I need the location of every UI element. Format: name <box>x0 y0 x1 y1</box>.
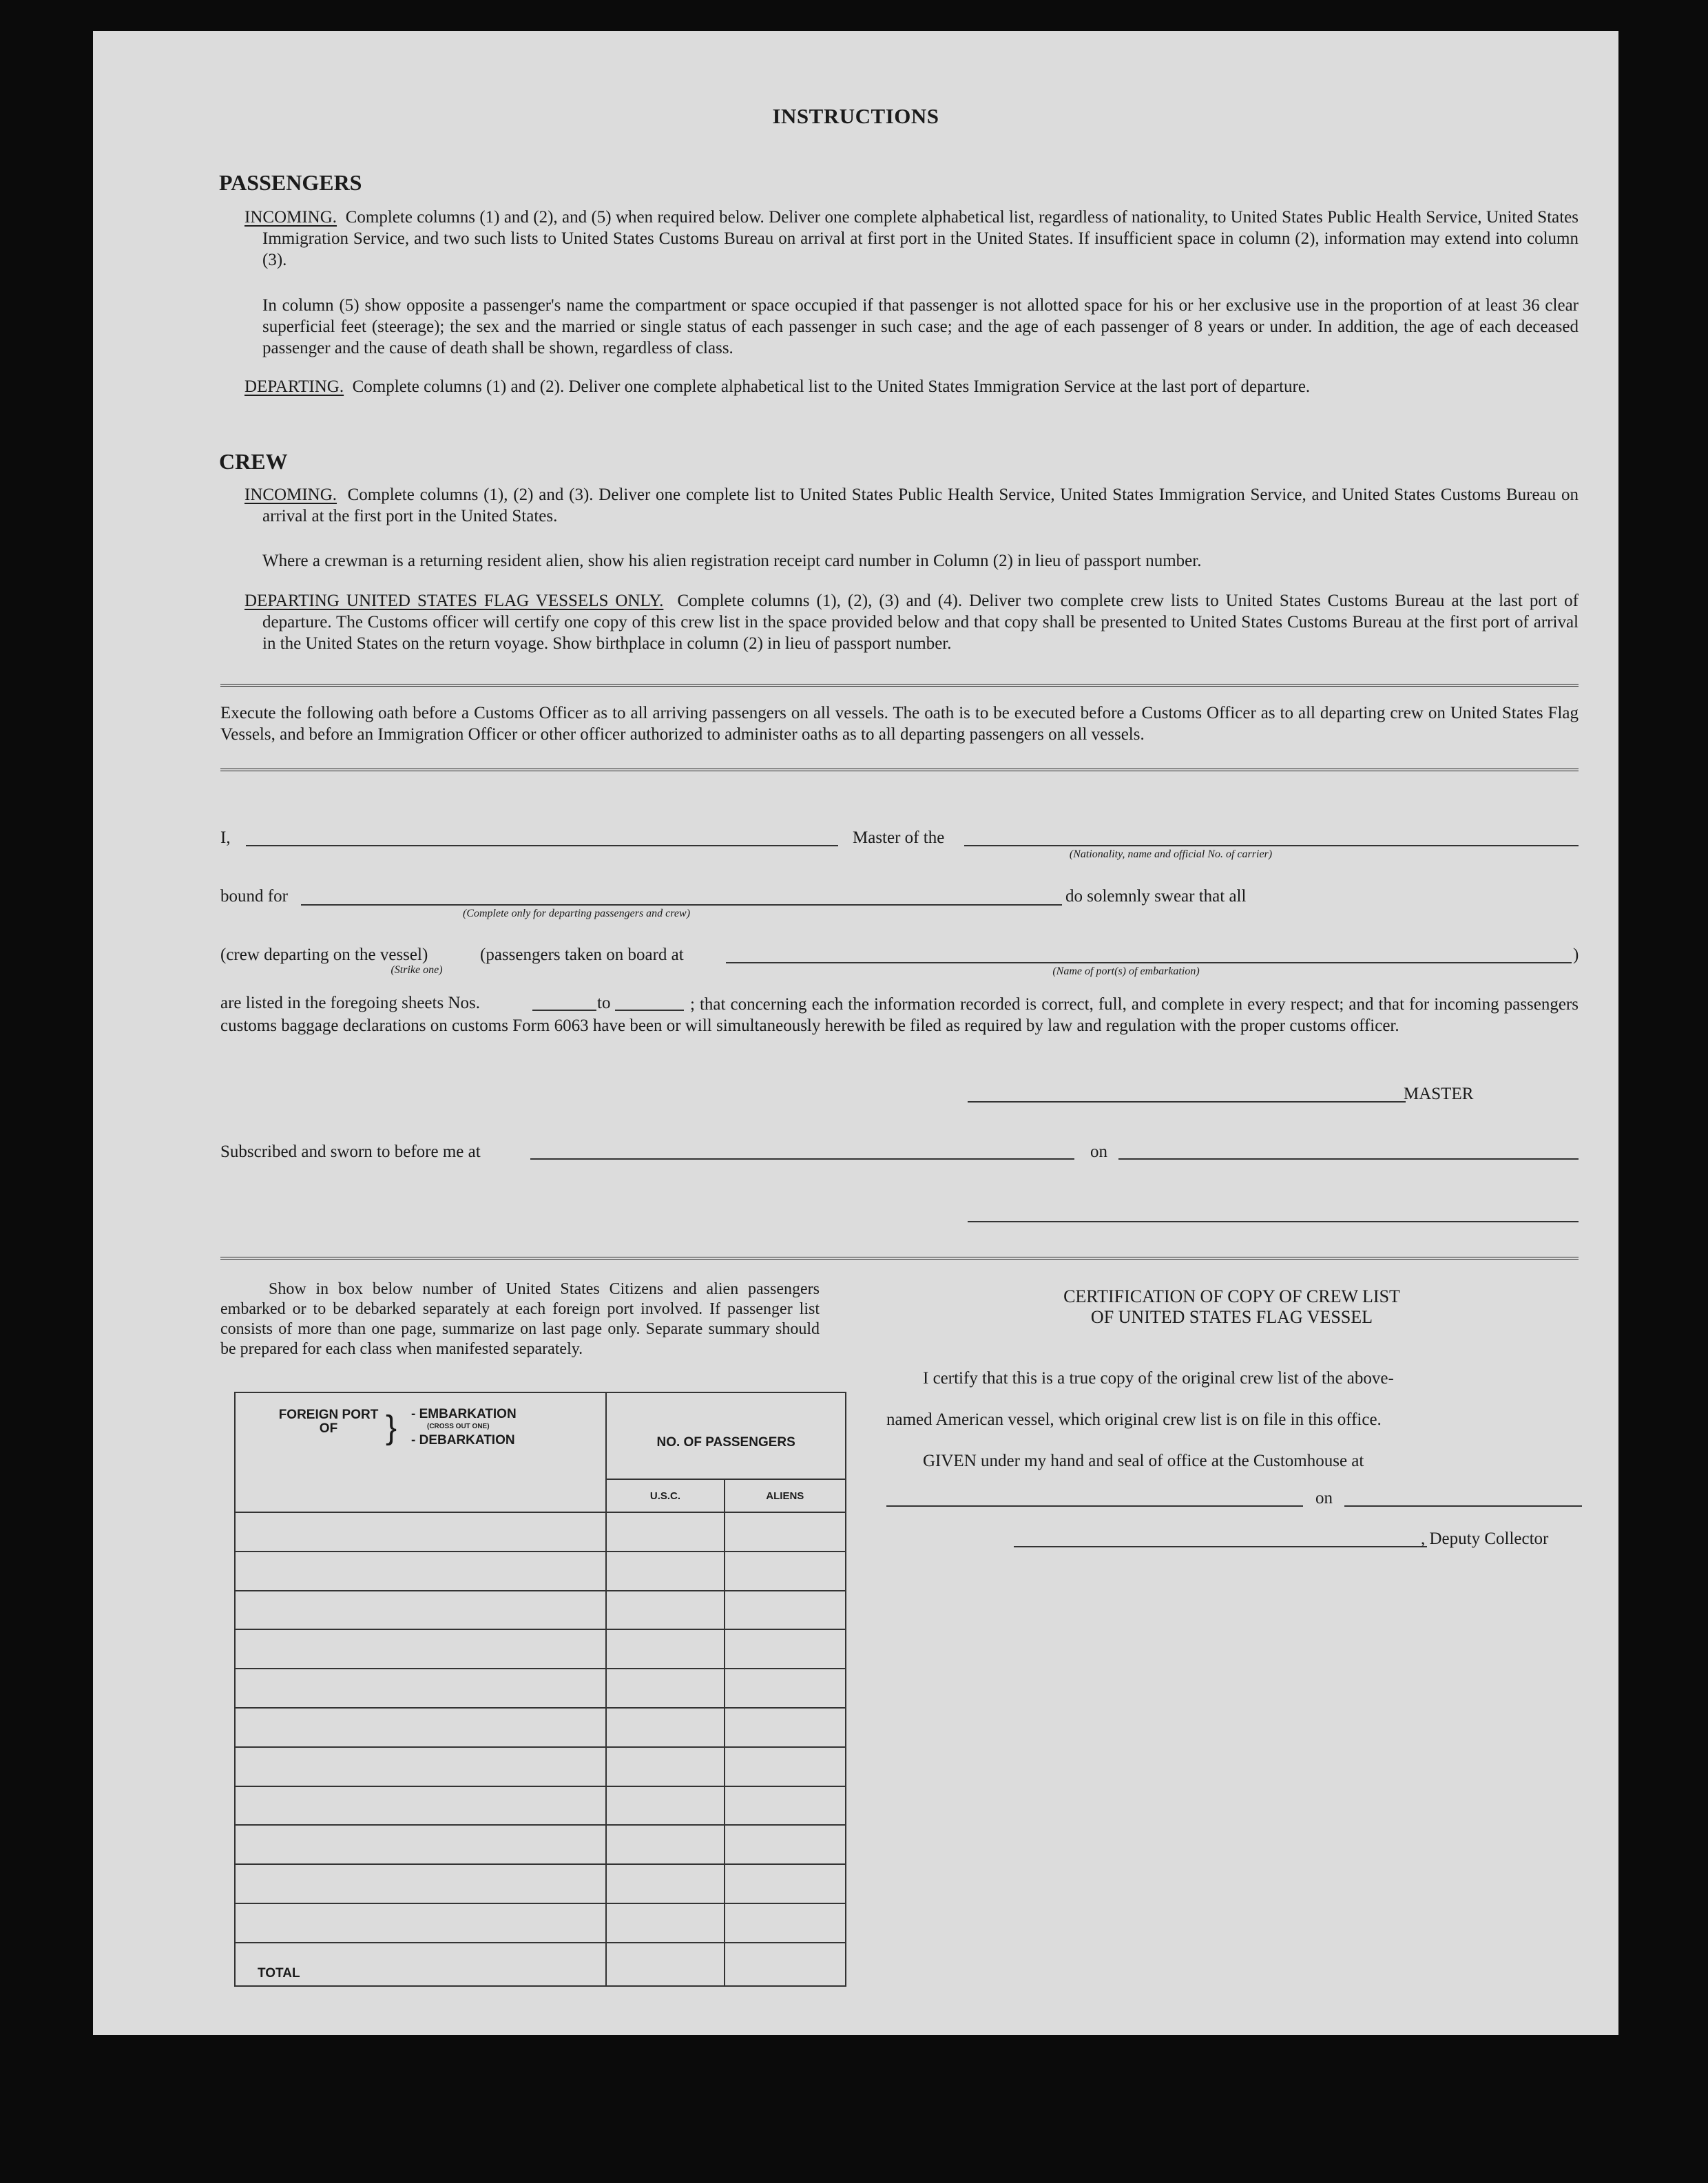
certification-date-line[interactable] <box>1344 1505 1582 1507</box>
port-cell[interactable] <box>235 1708 606 1747</box>
certify-line2: named American vessel, which original crew list is on file in this office. <box>886 1410 1382 1429</box>
crew-heading: CREW <box>219 449 288 474</box>
divider <box>220 684 1579 687</box>
usc-header: U.S.C. <box>606 1479 724 1512</box>
sworn-place-line[interactable] <box>530 1158 1074 1160</box>
embarkation-port-line[interactable] <box>726 962 1572 963</box>
usc-cell[interactable] <box>606 1903 724 1943</box>
embarkation-label: - EMBARKATION <box>411 1407 517 1421</box>
certify-line1: I certify that this is a true copy of the original crew list of the above- <box>923 1369 1394 1388</box>
master-label: MASTER <box>1404 1085 1474 1103</box>
port-header-cell <box>235 1392 606 1512</box>
foreign-port-label: FOREIGN PORT OF <box>278 1408 379 1436</box>
port-cell[interactable] <box>235 1786 606 1826</box>
oath-instructions: Execute the following oath before a Customs Officer as to all arriving passengers on all vessels. The oath is to be executed before a Customs Officer as to all departing crew on United States Flag Vessels, and before an Immigration Officer or other officer authorized to administer oaths as to all departing passengers on all vessels. <box>220 704 1579 744</box>
port-cell[interactable] <box>235 1747 606 1786</box>
passengers-incoming-paragraph <box>244 207 1579 271</box>
swear-label: do solemnly swear that all <box>1065 887 1247 906</box>
total-label: TOTAL <box>235 1943 606 1986</box>
close-paren: ) <box>1573 946 1579 964</box>
brace-icon: } <box>386 1410 397 1446</box>
embarkation-caption: (Name of port(s) of embarkation) <box>1052 965 1200 977</box>
certification-heading <box>885 1286 1579 1328</box>
crew-incoming-paragraph <box>244 484 1579 527</box>
table-row <box>235 1864 846 1903</box>
table-row <box>235 1591 846 1630</box>
table-row <box>235 1629 846 1669</box>
debarkation-label: - DEBARKATION <box>411 1433 515 1448</box>
no-of-passengers-header: NO. OF PASSENGERS <box>606 1392 846 1479</box>
table-row <box>235 1786 846 1826</box>
port-cell[interactable] <box>235 1512 606 1552</box>
port-cell[interactable] <box>235 1864 606 1903</box>
passengers-taken-option[interactable]: (passengers taken on board at <box>480 946 684 964</box>
scan-dot <box>1507 81 1512 86</box>
certification-heading-line2: OF UNITED STATES FLAG VESSEL <box>1090 1307 1373 1327</box>
usc-cell[interactable] <box>606 1669 724 1708</box>
usc-cell[interactable] <box>606 1786 724 1826</box>
certification-heading-line1: CERTIFICATION OF COPY OF CREW LIST <box>1063 1286 1400 1306</box>
carrier-line[interactable] <box>964 845 1579 846</box>
table-row <box>235 1669 846 1708</box>
passengers-departing-label: DEPARTING. <box>244 377 344 396</box>
bound-for-line[interactable] <box>301 904 1062 906</box>
sworn-date-line[interactable] <box>1118 1158 1579 1160</box>
passengers-departing-paragraph <box>244 376 1579 397</box>
usc-total-cell[interactable] <box>606 1943 724 1986</box>
usc-cell[interactable] <box>606 1629 724 1669</box>
passengers-incoming-label: INCOMING. <box>244 208 337 227</box>
carrier-caption: (Nationality, name and official No. of carrier) <box>1069 848 1273 860</box>
aliens-cell[interactable] <box>725 1708 846 1747</box>
bound-for-caption: (Complete only for departing passengers and crew) <box>462 908 691 919</box>
aliens-header: ALIENS <box>725 1479 846 1512</box>
aliens-cell[interactable] <box>725 1512 846 1552</box>
crew-departing-text: Complete columns (1), (2), (3) and (4). Deliver two complete crew lists to United States Customs Bureau at the last port of departure. The Customs officer will certify one copy of this crew list in the space provided below and that copy shall be presented to United States Customs Bureau at the first port of arrival in the United States on the return voyage. Show birthplace in column (2) in lieu of passport number. <box>262 592 1579 653</box>
form-sheet <box>93 31 1618 2035</box>
passengers-column5-paragraph: In column (5) show opposite a passenger's name the compartment or space occupied if that passenger is not allotted space for his or her exclusive use in the proportion of at least 36 clear superficial feet (steerage); the sex and the married or single status of each passenger in such case; and the age of each passenger of 8 years or under. In addition, the age of each deceased passenger and the cause of death shall be shown, regardless of class. <box>262 296 1579 357</box>
crew-incoming-label: INCOMING. <box>244 485 337 504</box>
master-of-label: Master of the <box>853 828 945 847</box>
usc-cell[interactable] <box>606 1552 724 1591</box>
aliens-cell[interactable] <box>725 1825 846 1864</box>
port-cell[interactable] <box>235 1669 606 1708</box>
deputy-collector-label: , Deputy Collector <box>1421 1529 1549 1548</box>
port-cell[interactable] <box>235 1591 606 1630</box>
divider <box>220 769 1579 771</box>
table-row <box>235 1747 846 1786</box>
table-row <box>235 1825 846 1864</box>
aliens-cell[interactable] <box>725 1864 846 1903</box>
total-row <box>235 1943 846 1986</box>
customhouse-line[interactable] <box>886 1505 1303 1507</box>
port-cell[interactable] <box>235 1825 606 1864</box>
usc-cell[interactable] <box>606 1591 724 1630</box>
divider <box>220 1257 1579 1260</box>
aliens-cell[interactable] <box>725 1903 846 1943</box>
aliens-total-cell[interactable] <box>725 1943 846 1986</box>
strike-one-caption: (Strike one) <box>390 964 443 976</box>
port-cell[interactable] <box>235 1552 606 1591</box>
aliens-cell[interactable] <box>725 1786 846 1826</box>
crew-incoming-text: Complete columns (1), (2) and (3). Deliver one complete list to United States Public Health Service, United States Immigration Service, and United States Customs Bureau on arrival at the first port in the United States. <box>262 485 1579 525</box>
summary-instructions: Show in box below number of United States Citizens and alien passengers embarked or to be debarked separately at each foreign port involved. If passenger list consists of more than one page, summarize on last page only. Separate summary should be prepared for each class when manifested separately. <box>220 1280 820 1358</box>
given-line: GIVEN under my hand and seal of office at the Customhouse at <box>923 1452 1364 1470</box>
table-row <box>235 1512 846 1552</box>
aliens-cell[interactable] <box>725 1669 846 1708</box>
sheets-to: to <box>597 994 611 1012</box>
sheets-prefix: are listed in the foregoing sheets Nos. <box>220 994 480 1012</box>
crew-departing-paragraph <box>244 590 1579 654</box>
aliens-cell[interactable] <box>725 1591 846 1630</box>
usc-cell[interactable] <box>606 1512 724 1552</box>
crew-departing-option[interactable]: (crew departing on the vessel) <box>220 946 428 964</box>
port-cell[interactable] <box>235 1903 606 1943</box>
listed-statement: ; that concerning each the information recorded is correct, full, and complete in every respect; and that for incoming passengers customs baggage declarations on customs Form 6063 have been or will simultaneously herewith be filed as required by law and regulation with the proper customs officer. <box>220 995 1579 1035</box>
crew-resident-paragraph: Where a crewman is a returning resident alien, show his alien registration receipt card number in Column (2) in lieu of passport number. <box>262 552 1202 570</box>
cross-out-label: (CROSS OUT ONE) <box>427 1423 490 1430</box>
passenger-summary-table <box>234 1392 846 1987</box>
aliens-cell[interactable] <box>725 1552 846 1591</box>
usc-cell[interactable] <box>606 1864 724 1903</box>
passengers-heading: PASSENGERS <box>219 170 362 195</box>
master-name-line[interactable] <box>246 845 838 846</box>
bound-for-label: bound for <box>220 887 288 906</box>
master-signature-line[interactable] <box>968 1101 1406 1103</box>
table-row <box>235 1552 846 1591</box>
usc-cell[interactable] <box>606 1708 724 1747</box>
crew-departing-label: DEPARTING UNITED STATES FLAG VESSELS ONLY. <box>244 592 664 610</box>
table-row <box>235 1903 846 1943</box>
aliens-cell[interactable] <box>725 1629 846 1669</box>
passengers-incoming-text: Complete columns (1) and (2), and (5) when required below. Deliver one complete alphabetical list, regardless of nationality, to United States Public Health Service, United States Immigration Service, and two such lists to United States Customs Bureau on arrival at first port in the United States. If insufficient space in column (2), information may extend into column (3). <box>262 208 1579 269</box>
subscribed-label: Subscribed and sworn to before me at <box>220 1142 481 1161</box>
certification-on-label: on <box>1315 1489 1333 1507</box>
aliens-cell[interactable] <box>725 1747 846 1786</box>
officer-signature-line[interactable] <box>968 1221 1579 1222</box>
passengers-departing-text: Complete columns (1) and (2). Deliver one complete alphabetical list to the United States Immigration Service at the last port of departure. <box>352 377 1311 396</box>
usc-cell[interactable] <box>606 1747 724 1786</box>
page-title: INSTRUCTIONS <box>772 104 939 128</box>
deputy-signature-line[interactable] <box>1014 1546 1427 1547</box>
port-cell[interactable] <box>235 1629 606 1669</box>
usc-cell[interactable] <box>606 1825 724 1864</box>
sworn-on-label: on <box>1090 1142 1107 1161</box>
oath-i-label: I, <box>220 828 231 847</box>
table-row <box>235 1708 846 1747</box>
